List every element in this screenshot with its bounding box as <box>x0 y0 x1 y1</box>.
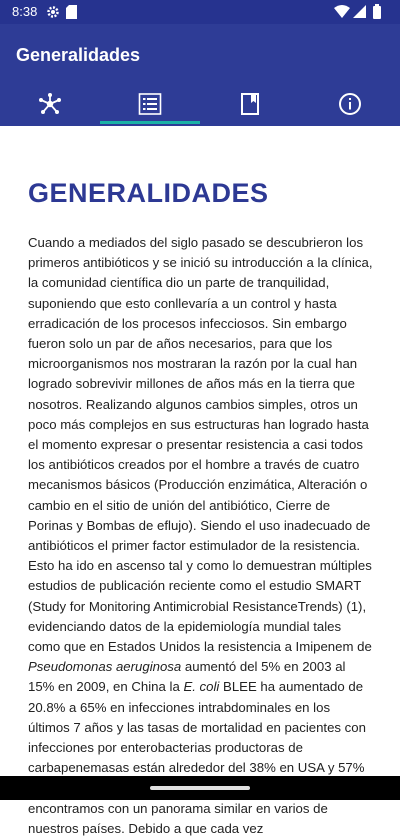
settings-icon <box>46 5 60 22</box>
tab-info[interactable] <box>300 86 400 126</box>
page-heading: GENERALIDADES <box>28 178 269 208</box>
battery-icon <box>373 4 381 22</box>
sd-card-icon <box>66 5 77 22</box>
body-text-part1: Cuando a mediados del siglo pasado se descubrieron los primeros antibióticos y se inició su introducción a la clínica, la comunidad científica dio un parte de tranquilidad, suponiendo que esto conllevaría a un control y hasta erradicación de los procesos infecciosos. Sin embargo fueron solo un par de años necesarios, para que los microorganismos nos mostraran la razón por la cual han logrado sobrevivir millones de años más en la tierra que nosotros. Realizando algunos cambios simples, otros un poco más complejos en sus estructuras han logrado hasta el momento expresar o presentar resistencia a casi todos los antibióticos creados por el hombre a través de cuatro mecanismos básicos (Producción enzimática, Alteración o cambio en el sitio de unión del antibiótico, Cierre de Porinas y Bombas de eflujo). Siendo el uso inadecuado de antibióticos el primer factor estimulador de la resistencia. Esto ha ido en ascenso tal y como lo demuestran múltiples estudios de publicación reciente como el estudio SMART (Study for Monitoring Antimicrobial ResistanceTrends) (1), evidenciando datos de la epidemiología mundial tales como que en Estados Unidos la resistencia a Imipenem de <box>28 235 373 655</box>
tab-hub[interactable] <box>0 86 100 126</box>
book-icon <box>238 92 262 116</box>
tab-bar <box>0 86 400 126</box>
wifi-icon <box>334 5 350 21</box>
status-time: 8:38 <box>12 4 38 19</box>
navigation-bar <box>0 776 400 800</box>
hub-icon <box>38 92 62 116</box>
body-paragraph <box>28 233 373 839</box>
app-bar <box>0 24 400 126</box>
app-title: Generalidades <box>16 45 141 65</box>
body-text-part3: BLEE ha aumentado de 20.8% a 65% en infecciones intrabdominales en los últimos 7 años y las tasas de mortalidad en pacientes con infecciones por enterobacterias productoras de carbapenemasas están alrededor del 38% en USA y 57% encontramos con un panorama similar en varios de nuestros países. Debido a que cada vez <box>28 679 366 836</box>
list-icon <box>138 92 162 116</box>
body-text-italic1: Pseudomonas aeruginosa <box>28 659 182 675</box>
signal-icon <box>353 5 366 21</box>
tab-list[interactable] <box>100 86 200 126</box>
body-text-part2: aumentó del 5% en 2003 al 15% en 2009, en China la <box>28 659 346 695</box>
body-text-italic2: E. coli <box>183 679 220 695</box>
tab-book[interactable] <box>200 86 300 126</box>
home-gesture-handle[interactable] <box>150 786 250 790</box>
info-icon <box>338 92 362 116</box>
tab-indicator <box>100 121 200 124</box>
status-bar <box>0 0 400 24</box>
content-scroll[interactable] <box>0 126 400 836</box>
